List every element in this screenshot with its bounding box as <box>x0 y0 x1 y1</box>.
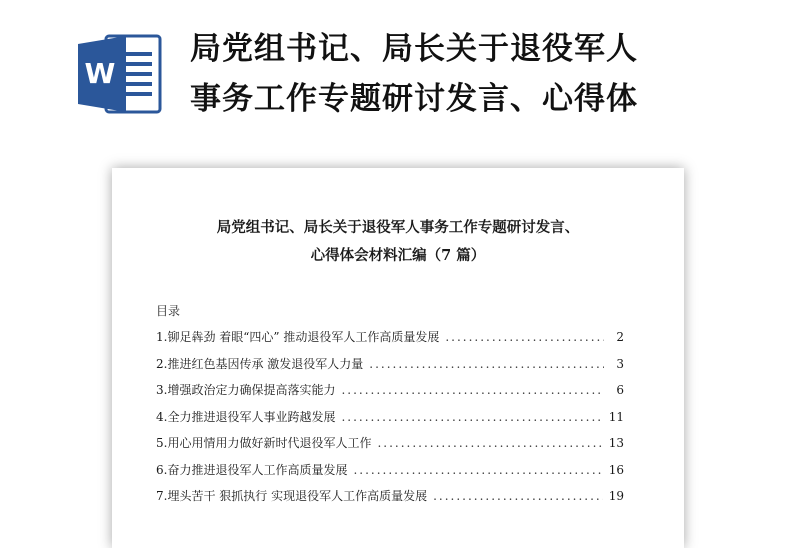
toc-leader-dots <box>353 463 602 477</box>
toc-item-number: 3. <box>156 383 168 397</box>
toc-item-number: 2. <box>156 356 168 371</box>
toc-item-page: 11 <box>608 409 624 424</box>
toc-item-page: 13 <box>608 436 624 450</box>
toc-item[interactable] <box>156 328 624 355</box>
toc-item-title: 奋力推进退役军人工作高质量发展 <box>167 462 348 477</box>
toc-item-page: 6 <box>616 383 624 397</box>
toc-leader-dots <box>445 330 604 344</box>
toc-item[interactable] <box>156 461 624 488</box>
toc-item-number: 6. <box>156 462 168 477</box>
word-icon-letter: W <box>84 57 116 90</box>
document-page <box>112 168 684 548</box>
toc-leader-dots <box>433 489 603 503</box>
toc-item[interactable] <box>156 408 624 435</box>
toc-item-number: 5. <box>156 436 168 450</box>
toc-item-number: 4. <box>156 409 168 424</box>
document-title <box>112 214 684 270</box>
toc-item-page: 16 <box>608 462 624 477</box>
document-title-line-2: 心得体会材料汇编（7 篇） <box>310 247 486 264</box>
header-title-line-1: 局党组书记、局长关于退役军人 <box>190 31 638 67</box>
header-title-line-2: 事务工作专题研讨发言、心得体 <box>190 81 638 117</box>
toc-item-title: 用心用情用力做好新时代退役军人工作 <box>167 436 372 450</box>
toc-item[interactable] <box>156 434 624 461</box>
toc-item-number: 7. <box>156 489 168 503</box>
toc-leader-dots <box>377 436 602 450</box>
header-title <box>190 24 790 124</box>
toc-heading: 目录 <box>156 304 181 318</box>
toc-item-title: 全力推进退役军人事业跨越发展 <box>167 409 336 424</box>
toc-item[interactable] <box>156 487 624 514</box>
toc-item[interactable] <box>156 355 624 382</box>
toc-item-title: 推进红色基因传承 激发退役军人力量 <box>167 356 364 371</box>
header <box>0 0 800 150</box>
toc-leader-dots <box>341 410 602 424</box>
table-of-contents <box>156 328 624 514</box>
toc-item-page: 19 <box>608 489 624 503</box>
toc-item-title: 增强政治定力确保提高落实能力 <box>167 383 336 397</box>
toc-item-page: 2 <box>616 330 624 344</box>
toc-item[interactable] <box>156 381 624 408</box>
word-document-icon <box>76 32 164 116</box>
toc-item-page: 3 <box>616 356 624 371</box>
document-title-line-1: 局党组书记、局长关于退役军人事务工作专题研讨发言、 <box>216 219 580 236</box>
toc-leader-dots <box>341 383 604 397</box>
toc-item-title: 铆足犇劲 着眼“四心” 推动退役军人工作高质量发展 <box>167 330 440 344</box>
toc-leader-dots <box>369 357 604 371</box>
toc-item-number: 1. <box>156 330 168 344</box>
toc-item-title: 埋头苦干 狠抓执行 实现退役军人工作高质量发展 <box>167 489 428 503</box>
